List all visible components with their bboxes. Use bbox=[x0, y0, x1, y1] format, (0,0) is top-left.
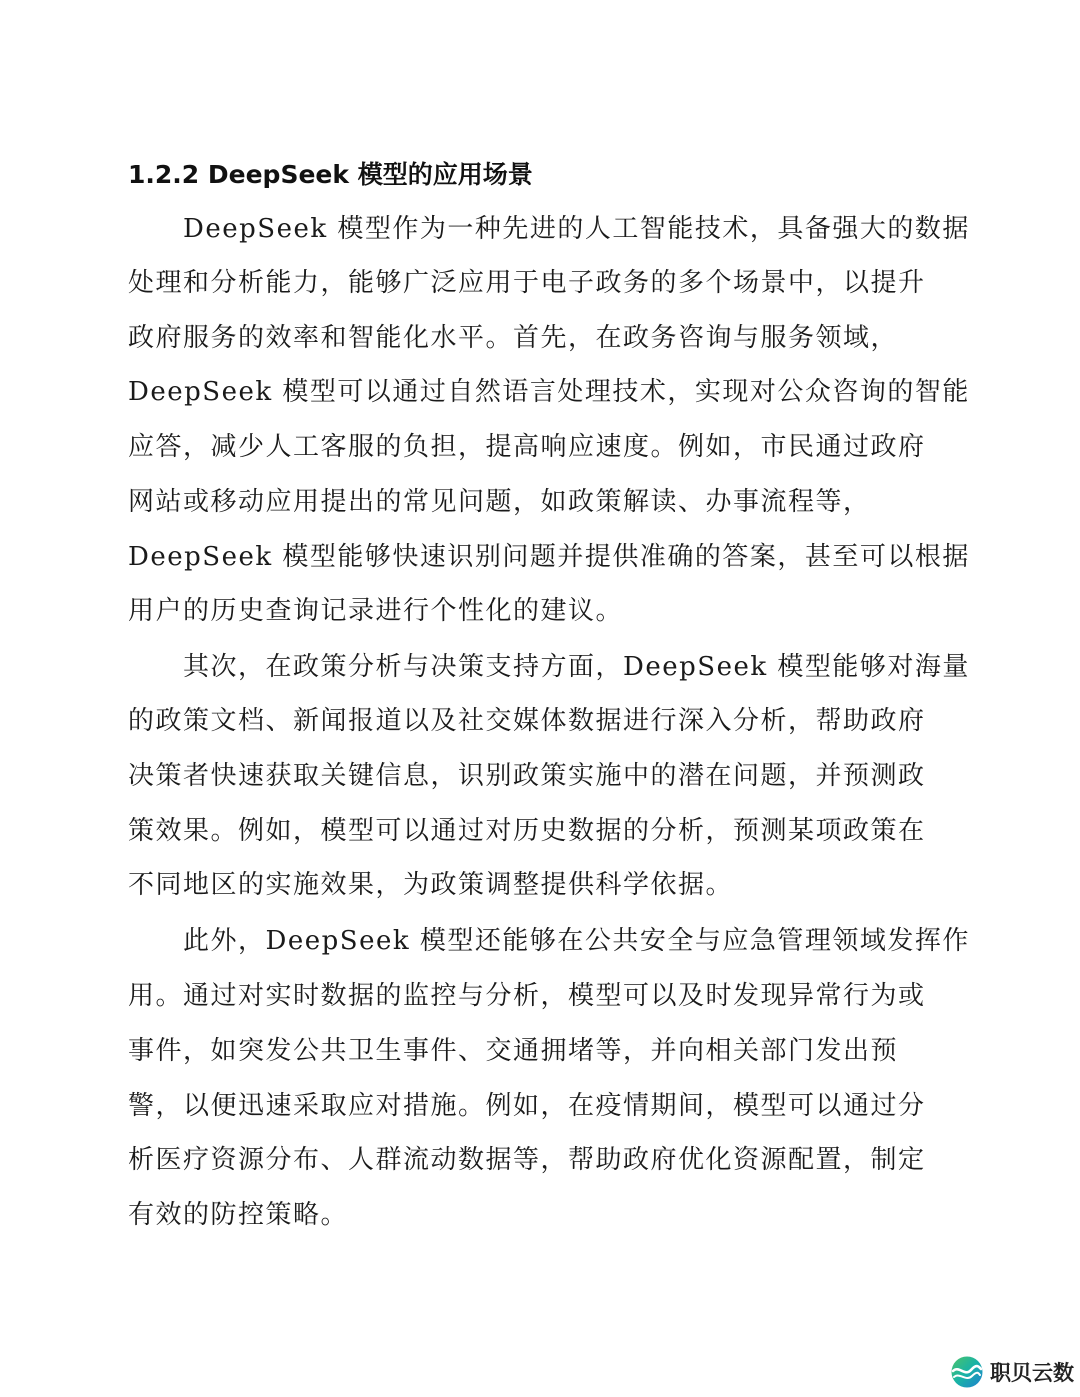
paragraph-3-line-6: 有效的防控策略。 bbox=[128, 1200, 349, 1230]
paragraph-2-line-4: 策效果。例如，模型可以通过对历史数据的分析，预测某项政策在 bbox=[128, 816, 926, 846]
paragraph-3-line-4: 警，以便迅速采取应对措施。例如，在疫情期间，模型可以通过分 bbox=[128, 1091, 926, 1121]
paragraph-1-line-8: 用户的历史查询记录进行个性化的建议。 bbox=[128, 596, 624, 626]
paragraph-2-line-5: 不同地区的实施效果，为政策调整提供科学依据。 bbox=[128, 870, 734, 900]
paragraph-1-line-7: DeepSeek 模型能够快速识别问题并提供准确的答案，甚至可以根据 bbox=[128, 542, 970, 572]
paragraph-3-line-5: 析医疗资源分布、人群流动数据等，帮助政府优化资源配置，制定 bbox=[128, 1145, 926, 1175]
paragraph-3-line-2: 用。通过对实时数据的监控与分析，模型可以及时发现异常行为或 bbox=[128, 981, 926, 1011]
paragraph-1-line-2: 处理和分析能力，能够广泛应用于电子政务的多个场景中，以提升 bbox=[128, 268, 926, 298]
paragraph-1-line-4: DeepSeek 模型可以通过自然语言处理技术，实现对公众咨询的智能 bbox=[128, 377, 970, 407]
paragraph-3-line-1: 此外，DeepSeek 模型还能够在公共安全与应急管理领域发挥作 bbox=[183, 926, 970, 956]
wave-globe-logo-icon bbox=[950, 1355, 984, 1389]
paragraph-3-line-3: 事件，如突发公共卫生事件、交通拥堵等，并向相关部门发出预 bbox=[128, 1036, 899, 1066]
section-heading: 1.2.2 DeepSeek 模型的应用场景 bbox=[128, 160, 533, 189]
paragraph-1-line-5: 应答，减少人工客服的负担，提高响应速度。例如，市民通过政府 bbox=[128, 432, 926, 462]
watermark bbox=[950, 1353, 1074, 1391]
paragraph-2-line-1: 其次，在政策分析与决策支持方面，DeepSeek 模型能够对海量 bbox=[183, 652, 970, 682]
watermark-text: 职贝云数 bbox=[990, 1361, 1074, 1385]
paragraph-1-line-1: DeepSeek 模型作为一种先进的人工智能技术，具备强大的数据 bbox=[183, 214, 970, 244]
paragraph-2-line-3: 决策者快速获取关键信息，识别政策实施中的潜在问题，并预测政 bbox=[128, 761, 926, 791]
paragraph-1-line-6: 网站或移动应用提出的常见问题，如政策解读、办事流程等， bbox=[128, 487, 871, 517]
paragraph-2-line-2: 的政策文档、新闻报道以及社交媒体数据进行深入分析，帮助政府 bbox=[128, 706, 926, 736]
paragraph-1-line-3: 政府服务的效率和智能化水平。首先，在政务咨询与服务领域， bbox=[128, 323, 899, 353]
